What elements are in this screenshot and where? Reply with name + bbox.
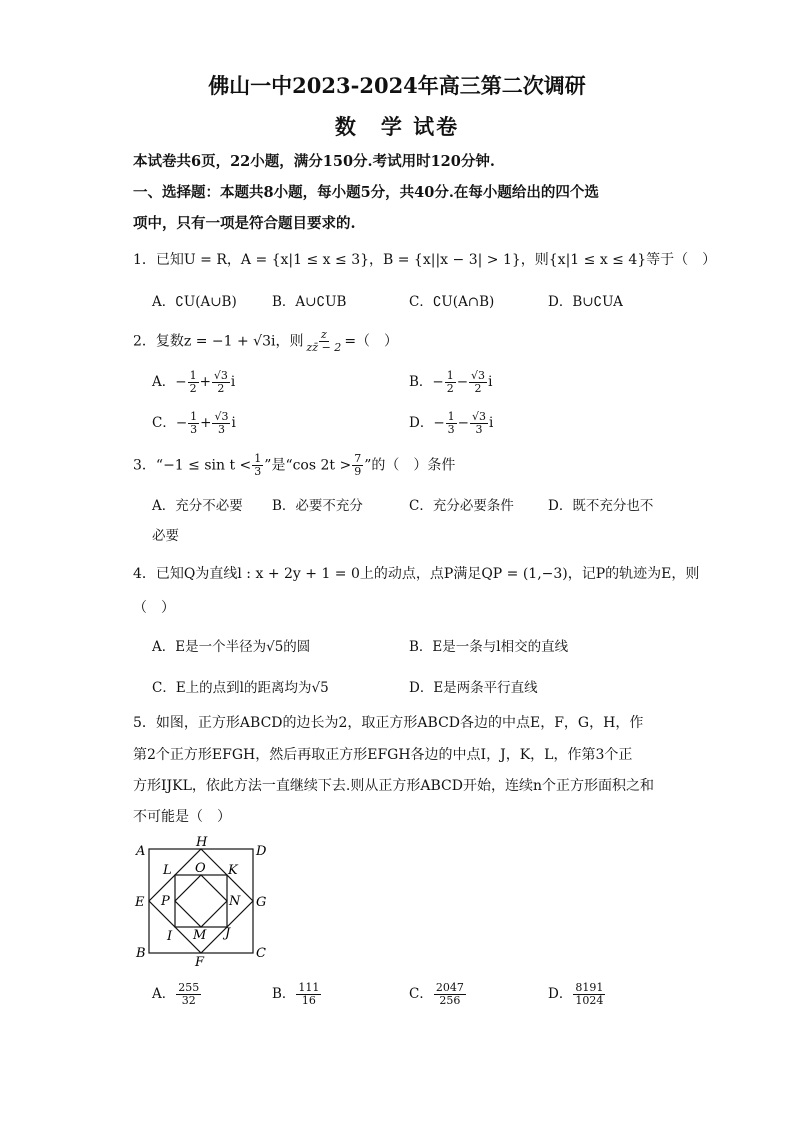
label-o: O	[195, 861, 206, 876]
q4-stem: 4．已知Q为直线l : x + 2y + 1 = 0上的动点，点P满足QP = (1,−3)，记P的轨迹为E，则	[133, 566, 700, 582]
q4-option-b: B．E是一条与l相交的直线	[409, 639, 569, 655]
q2-b-d2: 2	[474, 382, 482, 395]
q5-c-label: C．	[409, 986, 433, 1002]
q2-d-d2: 3	[475, 423, 483, 436]
q5-a-den: 32	[181, 994, 196, 1007]
q2-d-frac2	[470, 411, 488, 436]
q2-c-n1: 1	[190, 410, 198, 423]
q5-d-frac	[573, 982, 605, 1007]
q3-stem-p3: ”的（ ）条件	[364, 457, 456, 474]
q2-stem-prefix: 2．复数z = −1 + √3i，则	[133, 333, 304, 350]
q3-frac2	[352, 453, 363, 478]
q5-option-d	[548, 982, 606, 1007]
q5-option-c	[409, 982, 467, 1007]
q2-b-frac2	[469, 370, 487, 395]
label-d: D	[256, 844, 267, 859]
q2-c-frac1	[188, 411, 199, 436]
q3-n2: 7	[354, 452, 362, 465]
q2-c-i: i	[231, 415, 236, 431]
q2-a-i: i	[230, 374, 236, 390]
q3-d2: 9	[354, 465, 362, 478]
label-c: C	[256, 946, 266, 961]
q2-option-d	[409, 411, 493, 436]
q2-stem-suffix: =（ ）	[344, 333, 399, 350]
q2-d-n2: √3	[471, 410, 486, 423]
q3-option-c: C．充分必要条件	[409, 498, 514, 514]
label-g: G	[256, 895, 267, 910]
exam-title: 佛山一中2023-2024年高三第二次调研	[208, 73, 586, 98]
q2-c-n2: √3	[214, 410, 229, 423]
q1-option-c: C．∁U(A∩B)	[409, 294, 495, 310]
q2-frac-den: zz̄ − 2	[306, 341, 342, 354]
q5-a-label: A．	[152, 986, 176, 1002]
q5-stem-line2: 第2个正方形EFGH，然后再取正方形EFGH各边的中点I，J，K，L，作第3个正	[133, 747, 633, 763]
square-mnop	[175, 875, 227, 927]
q3-stem-p1: 3．“−1 ≤ sin t <	[133, 457, 252, 474]
q3-stem	[133, 453, 455, 478]
label-e: E	[135, 895, 145, 910]
q3-stem-p2: ”是“cos 2t >	[264, 457, 352, 474]
label-k: K	[228, 863, 238, 878]
q1-option-d: D．B∪∁UA	[548, 294, 623, 310]
q3-option-d: D．既不充分也不	[548, 498, 654, 514]
q2-d-d1: 3	[447, 423, 455, 436]
q2-d-sign2: −	[457, 415, 469, 431]
q4-paren: （ ）	[133, 600, 175, 616]
q1-stem: 1．已知U = R，A = {x|1 ≤ x ≤ 3}，B = {x||x − 3| > 1}，则{x|1 ≤ x ≤ 4}等于（ ）	[133, 252, 717, 268]
q2-option-c	[152, 411, 236, 436]
q5-stem-line1: 5．如图，正方形ABCD的边长为2，取正方形ABCD各边的中点E，F，G，H，作	[133, 715, 644, 731]
q2-a-sign2: +	[199, 374, 211, 390]
q5-c-den: 256	[439, 994, 461, 1007]
q2-option-b	[409, 370, 492, 395]
q2-c-label: C．	[152, 415, 176, 431]
label-l: L	[163, 863, 172, 878]
label-b: B	[136, 946, 146, 961]
q2-b-sign1: −	[432, 374, 444, 390]
q5-a-frac	[176, 982, 201, 1007]
q5-b-label: B．	[272, 986, 296, 1002]
q2-c-sign2: +	[200, 415, 212, 431]
q2-b-sign2: −	[456, 374, 469, 390]
q4-option-a: A．E是一个半径为√5的圆	[152, 639, 311, 655]
section1-heading-line2: 项中，只有一项是符合题目要求的.	[133, 215, 356, 232]
square-ijkl	[175, 875, 227, 927]
label-m: M	[193, 928, 207, 943]
q2-a-n2: √3	[213, 369, 228, 382]
q5-d-den: 1024	[575, 994, 604, 1007]
q5-b-num: 111	[298, 981, 320, 994]
q5-b-frac	[296, 982, 321, 1007]
label-f: F	[195, 955, 205, 967]
q3-option-b: B．必要不充分	[272, 498, 363, 514]
q2-d-n1: 1	[447, 410, 455, 423]
exam-intro: 本试卷共6页，22小题，满分150分.考试用时120分钟.	[133, 153, 495, 170]
q1-option-a: A．∁U(A∪B)	[152, 294, 237, 310]
q2-d-sign1: −	[433, 415, 445, 431]
q3-frac1	[252, 453, 263, 478]
q5-stem-line4: 不可能是（ ）	[133, 809, 231, 825]
label-a: A	[136, 844, 146, 859]
q2-c-d1: 3	[190, 423, 198, 436]
q4-option-d: D．E是两条平行直线	[409, 680, 538, 696]
q2-c-frac2	[212, 411, 230, 436]
q2-c-d2: 3	[217, 423, 225, 436]
q5-c-num: 2047	[435, 981, 464, 994]
q2-b-n1: 1	[446, 369, 454, 382]
q3-d1: 3	[254, 465, 262, 478]
q2-a-d1: 2	[189, 382, 197, 395]
q2-stem	[133, 329, 398, 354]
q2-option-a	[152, 370, 235, 395]
q2-fraction	[305, 329, 344, 354]
q3-option-a: A．充分不必要	[152, 498, 243, 514]
q2-a-d2: 2	[217, 382, 225, 395]
q2-frac-num: z	[321, 328, 327, 341]
label-j: J	[225, 926, 231, 941]
q5-stem-line3: 方形IJKL，依此方法一直继续下去.则从正方形ABCD开始，连续n个正方形面积之和	[133, 778, 654, 794]
q5-c-frac	[434, 982, 466, 1007]
q4-option-c: C．E上的点到l的距离均为√5	[152, 680, 329, 696]
q3-n1: 1	[254, 452, 262, 465]
section1-heading-line1: 一、选择题：本题共8小题，每小题5分，共40分.在每小题给出的四个选	[133, 184, 599, 201]
q5-a-num: 255	[178, 981, 200, 994]
label-i: I	[167, 929, 173, 944]
nested-squares-figure	[125, 832, 275, 967]
q2-a-frac2	[212, 370, 230, 395]
q3-option-d-continued: 必要	[152, 528, 179, 544]
q2-c-sign1: −	[175, 415, 188, 431]
q2-a-sign1: −	[175, 374, 187, 390]
q2-b-label: B．	[409, 374, 433, 390]
q2-a-n1: 1	[189, 369, 197, 382]
q2-b-i: i	[488, 374, 493, 390]
q2-a-label: A．	[152, 374, 176, 390]
q2-b-frac1	[445, 370, 456, 395]
q1-option-b: B．A∪∁UB	[272, 294, 347, 310]
label-n: N	[229, 894, 241, 909]
q5-option-b	[272, 982, 322, 1007]
q5-option-a	[152, 982, 202, 1007]
q2-b-n2: √3	[471, 369, 486, 382]
q2-d-label: D．	[409, 415, 434, 431]
q2-b-d1: 2	[446, 382, 454, 395]
label-p: P	[161, 894, 170, 909]
q5-d-label: D．	[548, 986, 573, 1002]
q2-d-frac1	[446, 411, 457, 436]
exam-subtitle: 数 学 试卷	[334, 114, 460, 139]
q5-b-den: 16	[301, 994, 316, 1007]
label-h: H	[196, 835, 208, 850]
q5-d-num: 8191	[575, 981, 604, 994]
q2-d-i: i	[488, 415, 494, 431]
q2-a-frac1	[188, 370, 199, 395]
